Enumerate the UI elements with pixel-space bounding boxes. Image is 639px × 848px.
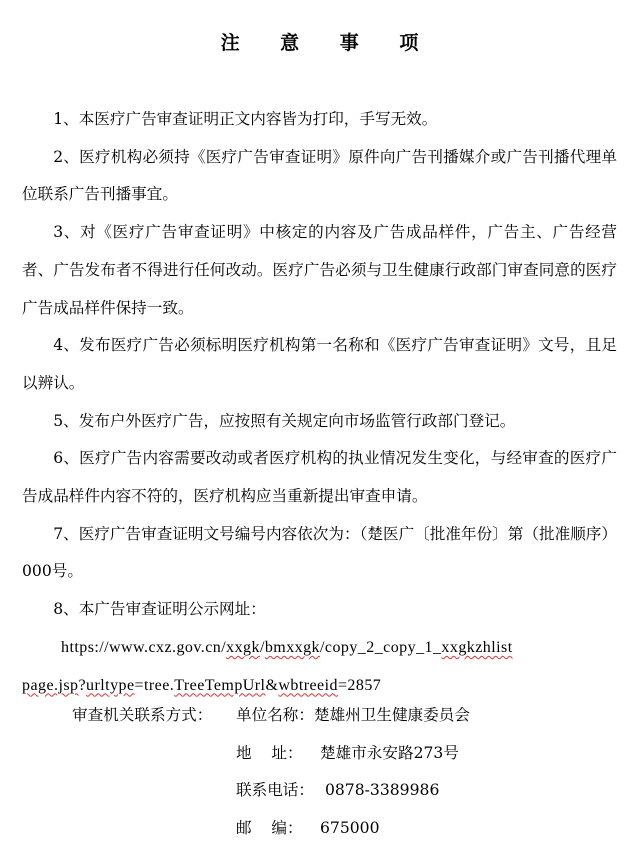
- contact-row-unit: [72, 697, 470, 735]
- unit-label: 单位名称：: [236, 706, 314, 724]
- url-part-misspelled: xxgk: [226, 638, 260, 656]
- notice-item-6: 6、医疗广告内容需要改动或者医疗机构的执业情况发生变化，与经审查的医疗广告成品样件内容不符的，医疗机构应当重新提出审查申请。: [22, 449, 617, 506]
- url-part: =2857: [337, 676, 382, 694]
- url-line-1[interactable]: [22, 629, 617, 667]
- url-part: =tree.: [134, 676, 175, 694]
- url-part-misspelled: urltype: [86, 676, 135, 694]
- contact-row-address: [72, 735, 470, 773]
- postcode-value: 675000: [320, 819, 380, 838]
- contact-block: [72, 697, 470, 848]
- url-part-misspelled: TreeTempUrl: [174, 676, 266, 694]
- notice-item-7: 7、医疗广告审查证明文号编号内容依次为：（楚医广〔批准年份〕第（批准顺序）000号。: [22, 524, 617, 581]
- notice-item-5: 5、发布户外医疗广告，应按照有关规定向市场监管行政部门登记。: [53, 411, 516, 430]
- notice-body: [22, 101, 617, 704]
- postcode-label: 邮 编：: [236, 819, 303, 838]
- notice-item-8: 8、本广告审查证明公示网址：: [53, 600, 266, 619]
- url-part: &: [265, 676, 279, 694]
- url-part: /copy_2_copy_1_: [320, 638, 442, 656]
- contact-row-postcode: [72, 810, 470, 848]
- url-part: ?: [78, 676, 87, 694]
- contact-row-phone: [72, 772, 470, 810]
- url-part: https://www.cxz.gov.cn/: [61, 638, 227, 656]
- page-title: 注 意 事 项: [220, 32, 436, 54]
- url-part-misspelled: bmxxgk: [264, 638, 321, 656]
- url-part: /: [259, 638, 265, 656]
- notice-item-3: 3、对《医疗广告审查证明》中核定的内容及广告成品样件，广告主、广告经营者、广告发布者不得进行任何改动。医疗广告必须与卫生健康行政部门审查同意的医疗广告成品样件保持一致。: [22, 223, 617, 317]
- notice-item-1: 1、本医疗广告审查证明正文内容皆为打印，手写无效。: [53, 110, 438, 128]
- url-part-misspelled: xxgkzhlist: [441, 638, 513, 656]
- address-label: 地 址：: [236, 743, 303, 762]
- phone-value: 0878-3389986: [320, 781, 440, 800]
- notice-item-4: 4、发布医疗广告必须标明医疗机构第一名称和《医疗广告审查证明》文号，且足以辨认。: [22, 336, 617, 392]
- address-value: 楚雄市永安路273号: [320, 743, 459, 762]
- notice-item-2: 2、医疗机构必须持《医疗广告审查证明》原件向广告刊播媒介或广告刊播代理单位联系广告刊播事宜。: [22, 147, 617, 204]
- url-part-misspelled: wbtreeid: [278, 676, 338, 694]
- phone-label: 联系电话：: [236, 781, 314, 800]
- url-part-misspelled: page.jsp: [22, 676, 79, 694]
- contact-heading: 审查机关联系方式：: [72, 706, 213, 724]
- unit-value: 楚雄州卫生健康委员会: [313, 706, 470, 724]
